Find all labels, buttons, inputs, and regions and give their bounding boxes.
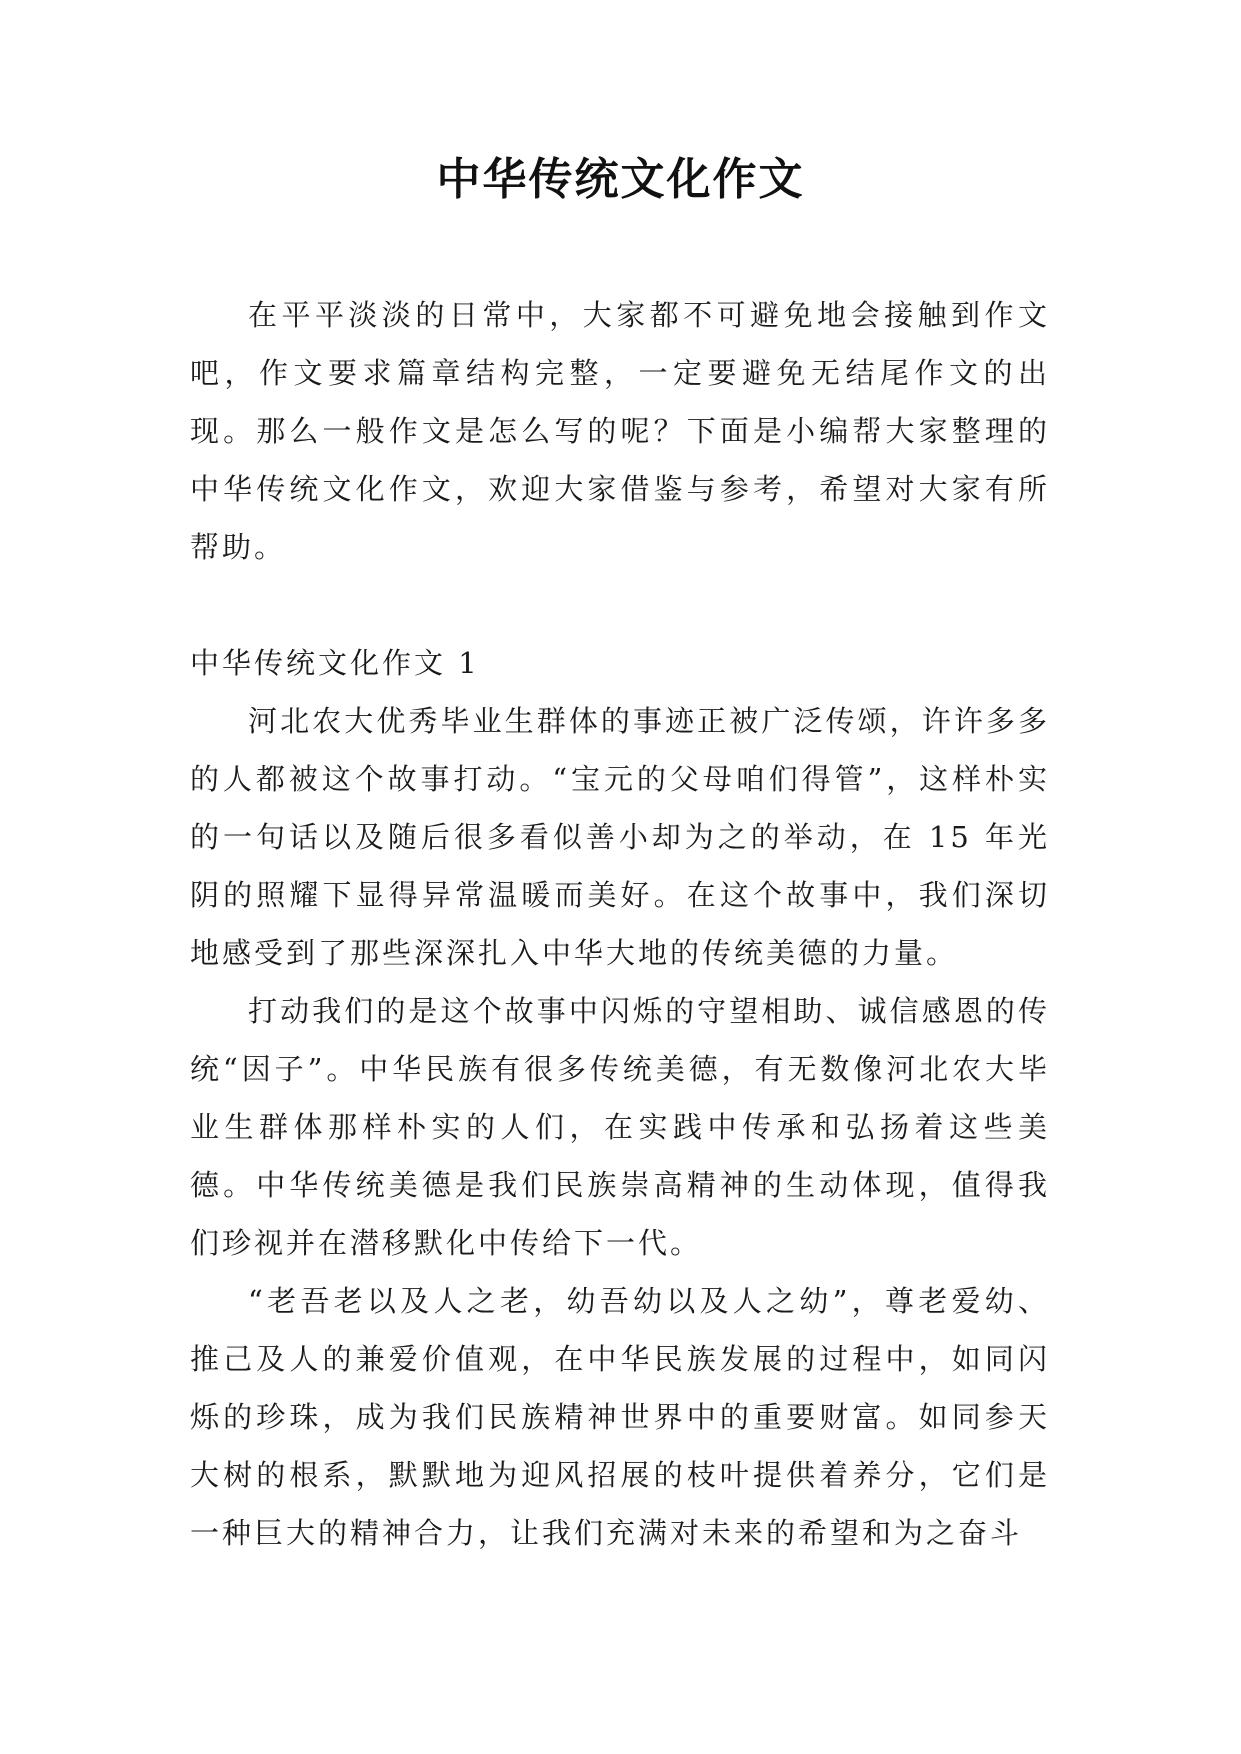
body-paragraph-3: “老吾老以及人之老，幼吾幼以及人之幼”，尊老爱幼、推己及人的兼爱价值观，在中华民族发展的过程中，如同闪烁的珍珠，成为我们民族精神世界中的重要财富。如同参天大树的根系，默默地为迎风招展的枝叶提供着养分，它们是一种巨大的精神合力，让我们充满对未来的希望和为之奋斗 — [190, 1284, 1050, 1550]
document-title: 中华传统文化作文 — [436, 154, 805, 205]
body-paragraph-1: 河北农大优秀毕业生群体的事迹正被广泛传颂，许许多多的人都被这个故事打动。“宝元的父母咱们得管”，这样朴实的一句话以及随后很多看似善小却为之的举动，在 15 年光阴的照耀下显得异常温暖而美好。在这个故事中，我们深切地感受到了那些深深扎入中华大地的传统美德的力量。 — [190, 704, 1050, 970]
document-body — [190, 286, 1050, 1562]
section-heading: 中华传统文化作文 1 — [190, 646, 480, 680]
intro-paragraph: 在平平淡淡的日常中，大家都不可避免地会接触到作文吧，作文要求篇章结构完整，一定要避免无结尾作文的出现。那么一般作文是怎么写的呢？下面是小编帮大家整理的中华传统文化作文，欢迎大家借鉴与参考，希望对大家有所帮助。 — [190, 298, 1050, 564]
body-paragraph-2: 打动我们的是这个故事中闪烁的守望相助、诚信感恩的传统“因子”。中华民族有很多传统美德，有无数像河北农大毕业生群体那样朴实的人们，在实践中传承和弘扬着这些美德。中华传统美德是我们民族崇高精神的生动体现，值得我们珍视并在潜移默化中传给下一代。 — [190, 994, 1050, 1260]
